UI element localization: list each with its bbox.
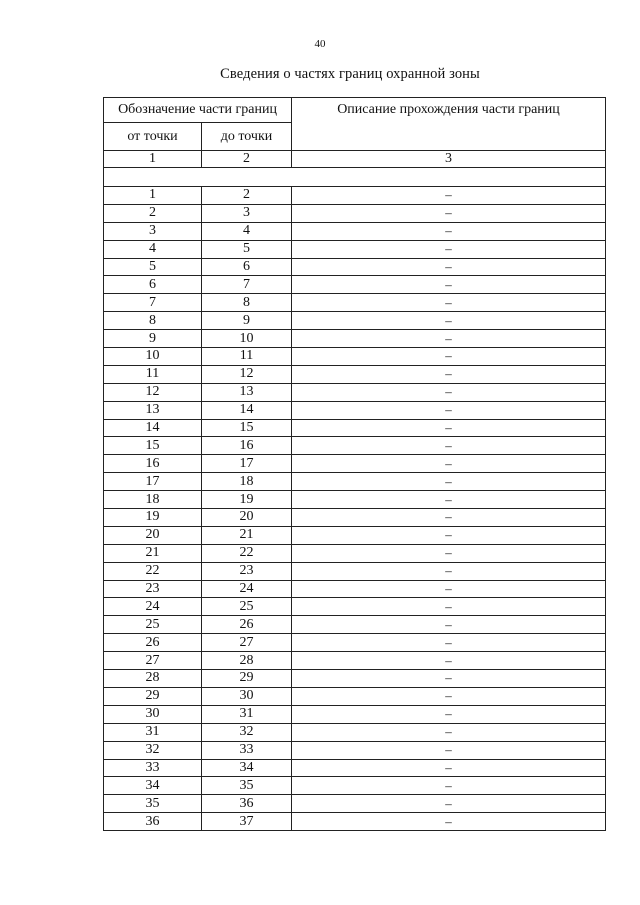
cell-to-point: 17: [202, 455, 292, 473]
table-row: [104, 723, 606, 741]
cell-description: –: [292, 723, 606, 741]
cell-to-point: 32: [202, 723, 292, 741]
cell-description: –: [292, 580, 606, 598]
cell-from-point: 11: [104, 365, 202, 383]
cell-from-point: 20: [104, 526, 202, 544]
cell-description: –: [292, 187, 606, 205]
cell-to-point: 18: [202, 473, 292, 491]
cell-to-point: 28: [202, 652, 292, 670]
cell-to-point: 14: [202, 401, 292, 419]
table-row: [104, 222, 606, 240]
table-row: [104, 437, 606, 455]
table-row: [104, 240, 606, 258]
table-row: [104, 759, 606, 777]
cell-from-point: 13: [104, 401, 202, 419]
cell-from-point: 26: [104, 634, 202, 652]
cell-description: –: [292, 330, 606, 348]
column-number: 2: [202, 151, 292, 168]
cell-from-point: 12: [104, 383, 202, 401]
table-row: [104, 687, 606, 705]
cell-to-point: 12: [202, 365, 292, 383]
cell-description: –: [292, 670, 606, 688]
header-boundary-part-designation: Обозначение части границ: [104, 98, 292, 123]
blank-row: [104, 168, 606, 187]
column-number: 3: [292, 151, 606, 168]
cell-from-point: 34: [104, 777, 202, 795]
cell-description: –: [292, 526, 606, 544]
cell-to-point: 31: [202, 705, 292, 723]
cell-from-point: 10: [104, 348, 202, 366]
cell-description: –: [292, 437, 606, 455]
cell-to-point: 26: [202, 616, 292, 634]
cell-from-point: 29: [104, 687, 202, 705]
cell-to-point: 20: [202, 509, 292, 527]
cell-description: –: [292, 455, 606, 473]
page-number: 40: [314, 38, 326, 50]
cell-from-point: 18: [104, 491, 202, 509]
cell-description: –: [292, 473, 606, 491]
header-to-point: до точки: [202, 123, 292, 151]
cell-to-point: 16: [202, 437, 292, 455]
cell-from-point: 5: [104, 258, 202, 276]
table-row: [104, 204, 606, 222]
cell-to-point: 34: [202, 759, 292, 777]
table-row: [104, 187, 606, 205]
cell-description: –: [292, 240, 606, 258]
cell-description: –: [292, 419, 606, 437]
cell-from-point: 28: [104, 670, 202, 688]
cell-description: –: [292, 544, 606, 562]
cell-to-point: 5: [202, 240, 292, 258]
table-row: [104, 526, 606, 544]
cell-from-point: 31: [104, 723, 202, 741]
table-row: [104, 455, 606, 473]
cell-to-point: 2: [202, 187, 292, 205]
table-row: [104, 580, 606, 598]
table-row: [104, 491, 606, 509]
cell-description: –: [292, 491, 606, 509]
cell-from-point: 16: [104, 455, 202, 473]
table-row: [104, 741, 606, 759]
cell-to-point: 4: [202, 222, 292, 240]
cell-description: –: [292, 401, 606, 419]
cell-description: –: [292, 813, 606, 831]
cell-description: –: [292, 634, 606, 652]
cell-from-point: 35: [104, 795, 202, 813]
cell-to-point: 24: [202, 580, 292, 598]
cell-description: –: [292, 759, 606, 777]
header-from-point: от точки: [104, 123, 202, 151]
column-number: 1: [104, 151, 202, 168]
table-row: [104, 705, 606, 723]
cell-description: –: [292, 652, 606, 670]
cell-description: –: [292, 258, 606, 276]
cell-to-point: 6: [202, 258, 292, 276]
cell-from-point: 23: [104, 580, 202, 598]
cell-to-point: 15: [202, 419, 292, 437]
cell-from-point: 15: [104, 437, 202, 455]
table-row: [104, 616, 606, 634]
cell-to-point: 37: [202, 813, 292, 831]
cell-from-point: 9: [104, 330, 202, 348]
cell-description: –: [292, 741, 606, 759]
cell-to-point: 22: [202, 544, 292, 562]
cell-from-point: 36: [104, 813, 202, 831]
table-row: [104, 562, 606, 580]
cell-from-point: 19: [104, 509, 202, 527]
cell-description: –: [292, 276, 606, 294]
cell-description: –: [292, 616, 606, 634]
cell-from-point: 17: [104, 473, 202, 491]
cell-to-point: 27: [202, 634, 292, 652]
cell-description: –: [292, 383, 606, 401]
cell-description: –: [292, 705, 606, 723]
cell-from-point: 14: [104, 419, 202, 437]
cell-to-point: 9: [202, 312, 292, 330]
header-boundary-description: Описание прохождения части границ: [292, 98, 606, 151]
cell-from-point: 22: [104, 562, 202, 580]
cell-to-point: 10: [202, 330, 292, 348]
cell-to-point: 23: [202, 562, 292, 580]
cell-to-point: 36: [202, 795, 292, 813]
cell-from-point: 30: [104, 705, 202, 723]
cell-description: –: [292, 598, 606, 616]
cell-to-point: 30: [202, 687, 292, 705]
cell-from-point: 1: [104, 187, 202, 205]
cell-from-point: 6: [104, 276, 202, 294]
cell-from-point: 4: [104, 240, 202, 258]
table-row: [104, 330, 606, 348]
cell-description: –: [292, 562, 606, 580]
page-title: Сведения о частях границ охранной зоны: [220, 66, 480, 82]
cell-to-point: 25: [202, 598, 292, 616]
cell-description: –: [292, 222, 606, 240]
cell-from-point: 33: [104, 759, 202, 777]
table-row: [104, 777, 606, 795]
cell-to-point: 19: [202, 491, 292, 509]
cell-from-point: 24: [104, 598, 202, 616]
cell-from-point: 32: [104, 741, 202, 759]
cell-to-point: 13: [202, 383, 292, 401]
table-row: [104, 795, 606, 813]
cell-description: –: [292, 312, 606, 330]
cell-from-point: 7: [104, 294, 202, 312]
table-row: [104, 401, 606, 419]
table-row: [104, 276, 606, 294]
cell-to-point: 29: [202, 670, 292, 688]
cell-to-point: 8: [202, 294, 292, 312]
cell-from-point: 8: [104, 312, 202, 330]
cell-description: –: [292, 204, 606, 222]
table-body: [104, 187, 606, 831]
table-row: [104, 383, 606, 401]
cell-from-point: 2: [104, 204, 202, 222]
table-row: [104, 473, 606, 491]
cell-description: –: [292, 348, 606, 366]
table-row: [104, 652, 606, 670]
boundary-parts-table: [103, 97, 606, 831]
cell-from-point: 21: [104, 544, 202, 562]
cell-to-point: 21: [202, 526, 292, 544]
table-row: [104, 294, 606, 312]
cell-to-point: 7: [202, 276, 292, 294]
cell-description: –: [292, 365, 606, 383]
cell-description: –: [292, 795, 606, 813]
cell-description: –: [292, 294, 606, 312]
cell-description: –: [292, 777, 606, 795]
cell-from-point: 3: [104, 222, 202, 240]
table-row: [104, 419, 606, 437]
table-row: [104, 544, 606, 562]
table-row: [104, 670, 606, 688]
table-row: [104, 258, 606, 276]
table-row: [104, 813, 606, 831]
table-row: [104, 598, 606, 616]
cell-to-point: 11: [202, 348, 292, 366]
table-row: [104, 348, 606, 366]
cell-to-point: 3: [202, 204, 292, 222]
table-row: [104, 365, 606, 383]
cell-to-point: 33: [202, 741, 292, 759]
table-row: [104, 509, 606, 527]
cell-from-point: 25: [104, 616, 202, 634]
table-row: [104, 634, 606, 652]
cell-description: –: [292, 687, 606, 705]
cell-to-point: 35: [202, 777, 292, 795]
table-row: [104, 312, 606, 330]
cell-from-point: 27: [104, 652, 202, 670]
cell-description: –: [292, 509, 606, 527]
